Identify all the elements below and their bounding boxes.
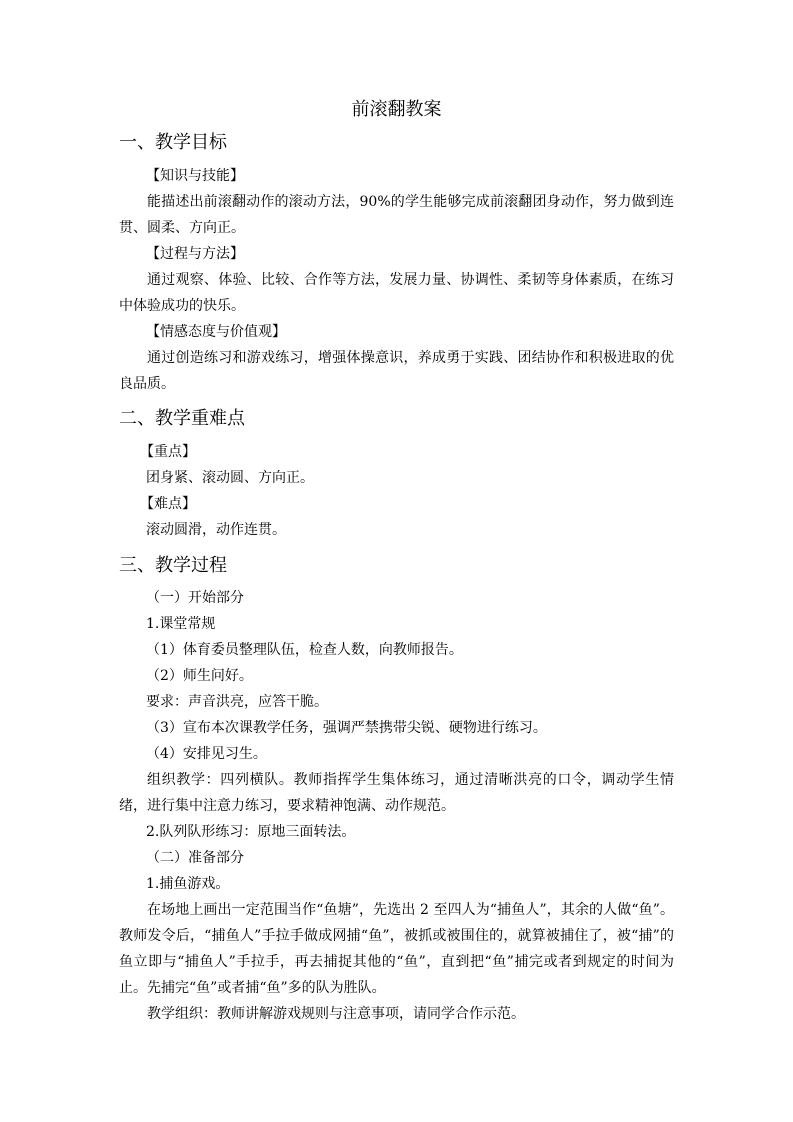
routine-step-1: （1）体育委员整理队伍，检查人数，向教师报告。 <box>146 642 463 658</box>
class-routine-item: 1.课堂常规 <box>146 616 216 632</box>
section-heading-key-points: 二、教学重难点 <box>119 408 245 429</box>
document-title: 前滚翻教案 <box>351 99 442 120</box>
knowledge-skills-text: 能描述出前滚翻动作的滚动方法，90%的学生能够完成前滚翻团身动作，努力做到连贯、圆柔、方向正。 <box>119 194 674 236</box>
part-prep-label: （二）准备部分 <box>146 850 244 866</box>
organization-text-1: 组织教学：四列横队。教师指挥学生集体练习，通过清晰洪亮的口令，调动学生情绪，进行集中注意力练习，要求精神饱满、动作规范。 <box>119 772 674 814</box>
process-method-text: 通过观察、体验、比较、合作等方法，发展力量、协调性、柔韧等身体素质，在练习中体验成功的快乐。 <box>119 272 674 314</box>
key-point-label: 【重点】 <box>140 444 196 460</box>
organization-text-2: 教学组织：教师讲解游戏规则与注意事项，请同学合作示范。 <box>147 1006 525 1022</box>
part-start-label: （一）开始部分 <box>146 590 244 606</box>
fishing-game-text: 在场地上画出一定范围当作“鱼塘”，先选出 2 至四人为“捕鱼人”，其余的人做“鱼”。教师发令后，“捕鱼人”手拉手做成网捕“鱼”，被抓或被围住的，就算被捕住了，被“捕”的鱼立即与“捕鱼人”手拉手，再去捕捉其他的“鱼”，直到把“鱼”捕完或者到规定的时间为止。先捕完“鱼”或者捕“鱼”多的队为胜队。 <box>119 902 674 996</box>
routine-step-2: （2）师生问好。 <box>146 668 253 684</box>
requirement-text: 要求：声音洪亮，应答干脆。 <box>146 694 328 710</box>
attitude-values-text: 通过创造练习和游戏练习，增强体操意识，养成勇于实践、团结协作和积极进取的优良品质。 <box>119 350 674 392</box>
process-method-label: 【过程与方法】 <box>146 246 244 262</box>
difficulty-label: 【难点】 <box>140 496 196 512</box>
section-heading-objectives: 一、教学目标 <box>119 132 227 153</box>
difficulty-text: 滚动圆滑，动作连贯。 <box>146 522 286 538</box>
attitude-values-label: 【情感态度与价值观】 <box>146 324 286 340</box>
knowledge-skills-label: 【知识与技能】 <box>146 168 244 184</box>
formation-practice-item: 2.队列队形练习：原地三面转法。 <box>146 824 356 840</box>
section-heading-process: 三、教学过程 <box>119 555 227 576</box>
key-point-text: 团身紧、滚动圆、方向正。 <box>146 470 314 486</box>
fishing-game-title: 1.捕鱼游戏。 <box>146 876 230 892</box>
routine-step-3: （3）宣布本次课教学任务，强调严禁携带尖锐、硬物进行练习。 <box>146 720 547 736</box>
routine-step-4: （4）安排见习生。 <box>146 746 267 762</box>
